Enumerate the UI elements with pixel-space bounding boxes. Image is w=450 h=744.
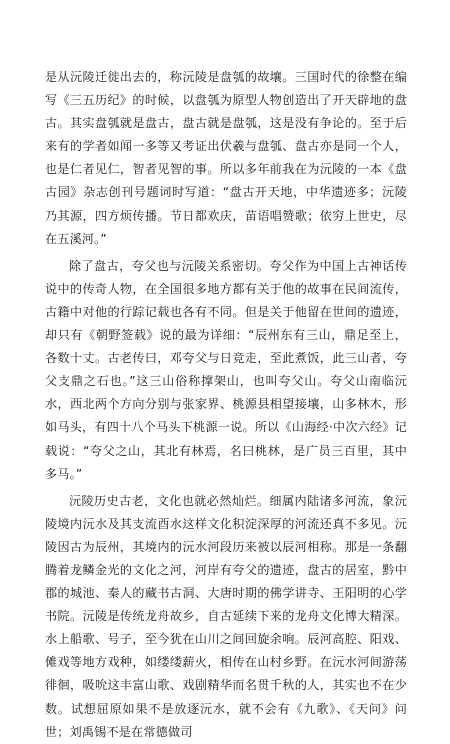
paragraph-panhu: 是从沅陵迁徙出去的，称沅陵是盘瓠的故壤。三国时代的徐整在编写《三五历纪》的时候，以盘瓠为原型人物创造出了开天辟地的盘古。其实盘瓠就是盘古，盘古就是盘瓠，这是没有争论的。至于后来有的学者如闻一多等又考证出伏羲与盘瓠、盘古亦是同一个人，也是仁者见仁，智者见智的事。所以多年前我在为沅陵的一本《盘古园》杂志创刊号题词时写道：“盘古开天地，中华遗迹多；沅陵乃其源，四方烦传播。节日都欢庆，苗语唱赞歌；依穷上世史，尽在五溪河。”	[45, 70, 407, 246]
paragraph-yuanling-culture: 沅陵历史古老，文化也就必然灿烂。细属内陆诸多河流，象沅陵境内沅水及其支流酉水这样文化积淀深厚的河流还真不多见。沅陵因古为辰州，其境内的沅水河段历来被以辰河相称。那是一条翻腾着龙鳞金光的文化之河，河岸有夸父的遗迹，盘古的居室，黔中郡的城池、秦人的藏书古洞、大唐时期的佛学讲寺、王阳明的心学书院。沅陵是传统龙舟故乡，自古延续下来的龙舟文化博大精深。水上船歌、号子，至今犹在山川之间回旋余响。辰河高腔、阳戏、傩戏等地方戏种，如缕缕薪火，相传在山村乡野。在沅水河间游荡徘徊，吸吮这丰富山歌、戏剧精华而名贯千秋的人，其实也不在少数。试想屈原如果不是放逐沅水，就不会有《九歌》、《天问》问世；刘禹锡不是在常德做司	[45, 493, 407, 739]
paragraph-kuafu: 除了盘古，夸父也与沅陵关系密切。夸父作为中国上古神话传说中的传奇人物，在全国很多地方都有关于他的故事在民间流传，古籍中对他的行踪记载也各有不同。但是关于他留在世间的遗迹，却只有《朝野签载》说的最为详细：“辰州东有三山，鼎足至上，各数十丈。古老传曰，邓夸父与日竞走，至此煮饭，此三山者，夸父支鼎之石也。”这三山俗称撑架山，也叫夸父山。夸父山南临沅水，西北两个方向分别与张家界、桃源县相望接壤，山多林木，形如马头，有四十八个马头下桃源一说。所以《山海经·中次六经》记载说：“夸父之山，其北有林焉，名曰桃林，是广员三百里，其中多马。”	[45, 258, 407, 481]
